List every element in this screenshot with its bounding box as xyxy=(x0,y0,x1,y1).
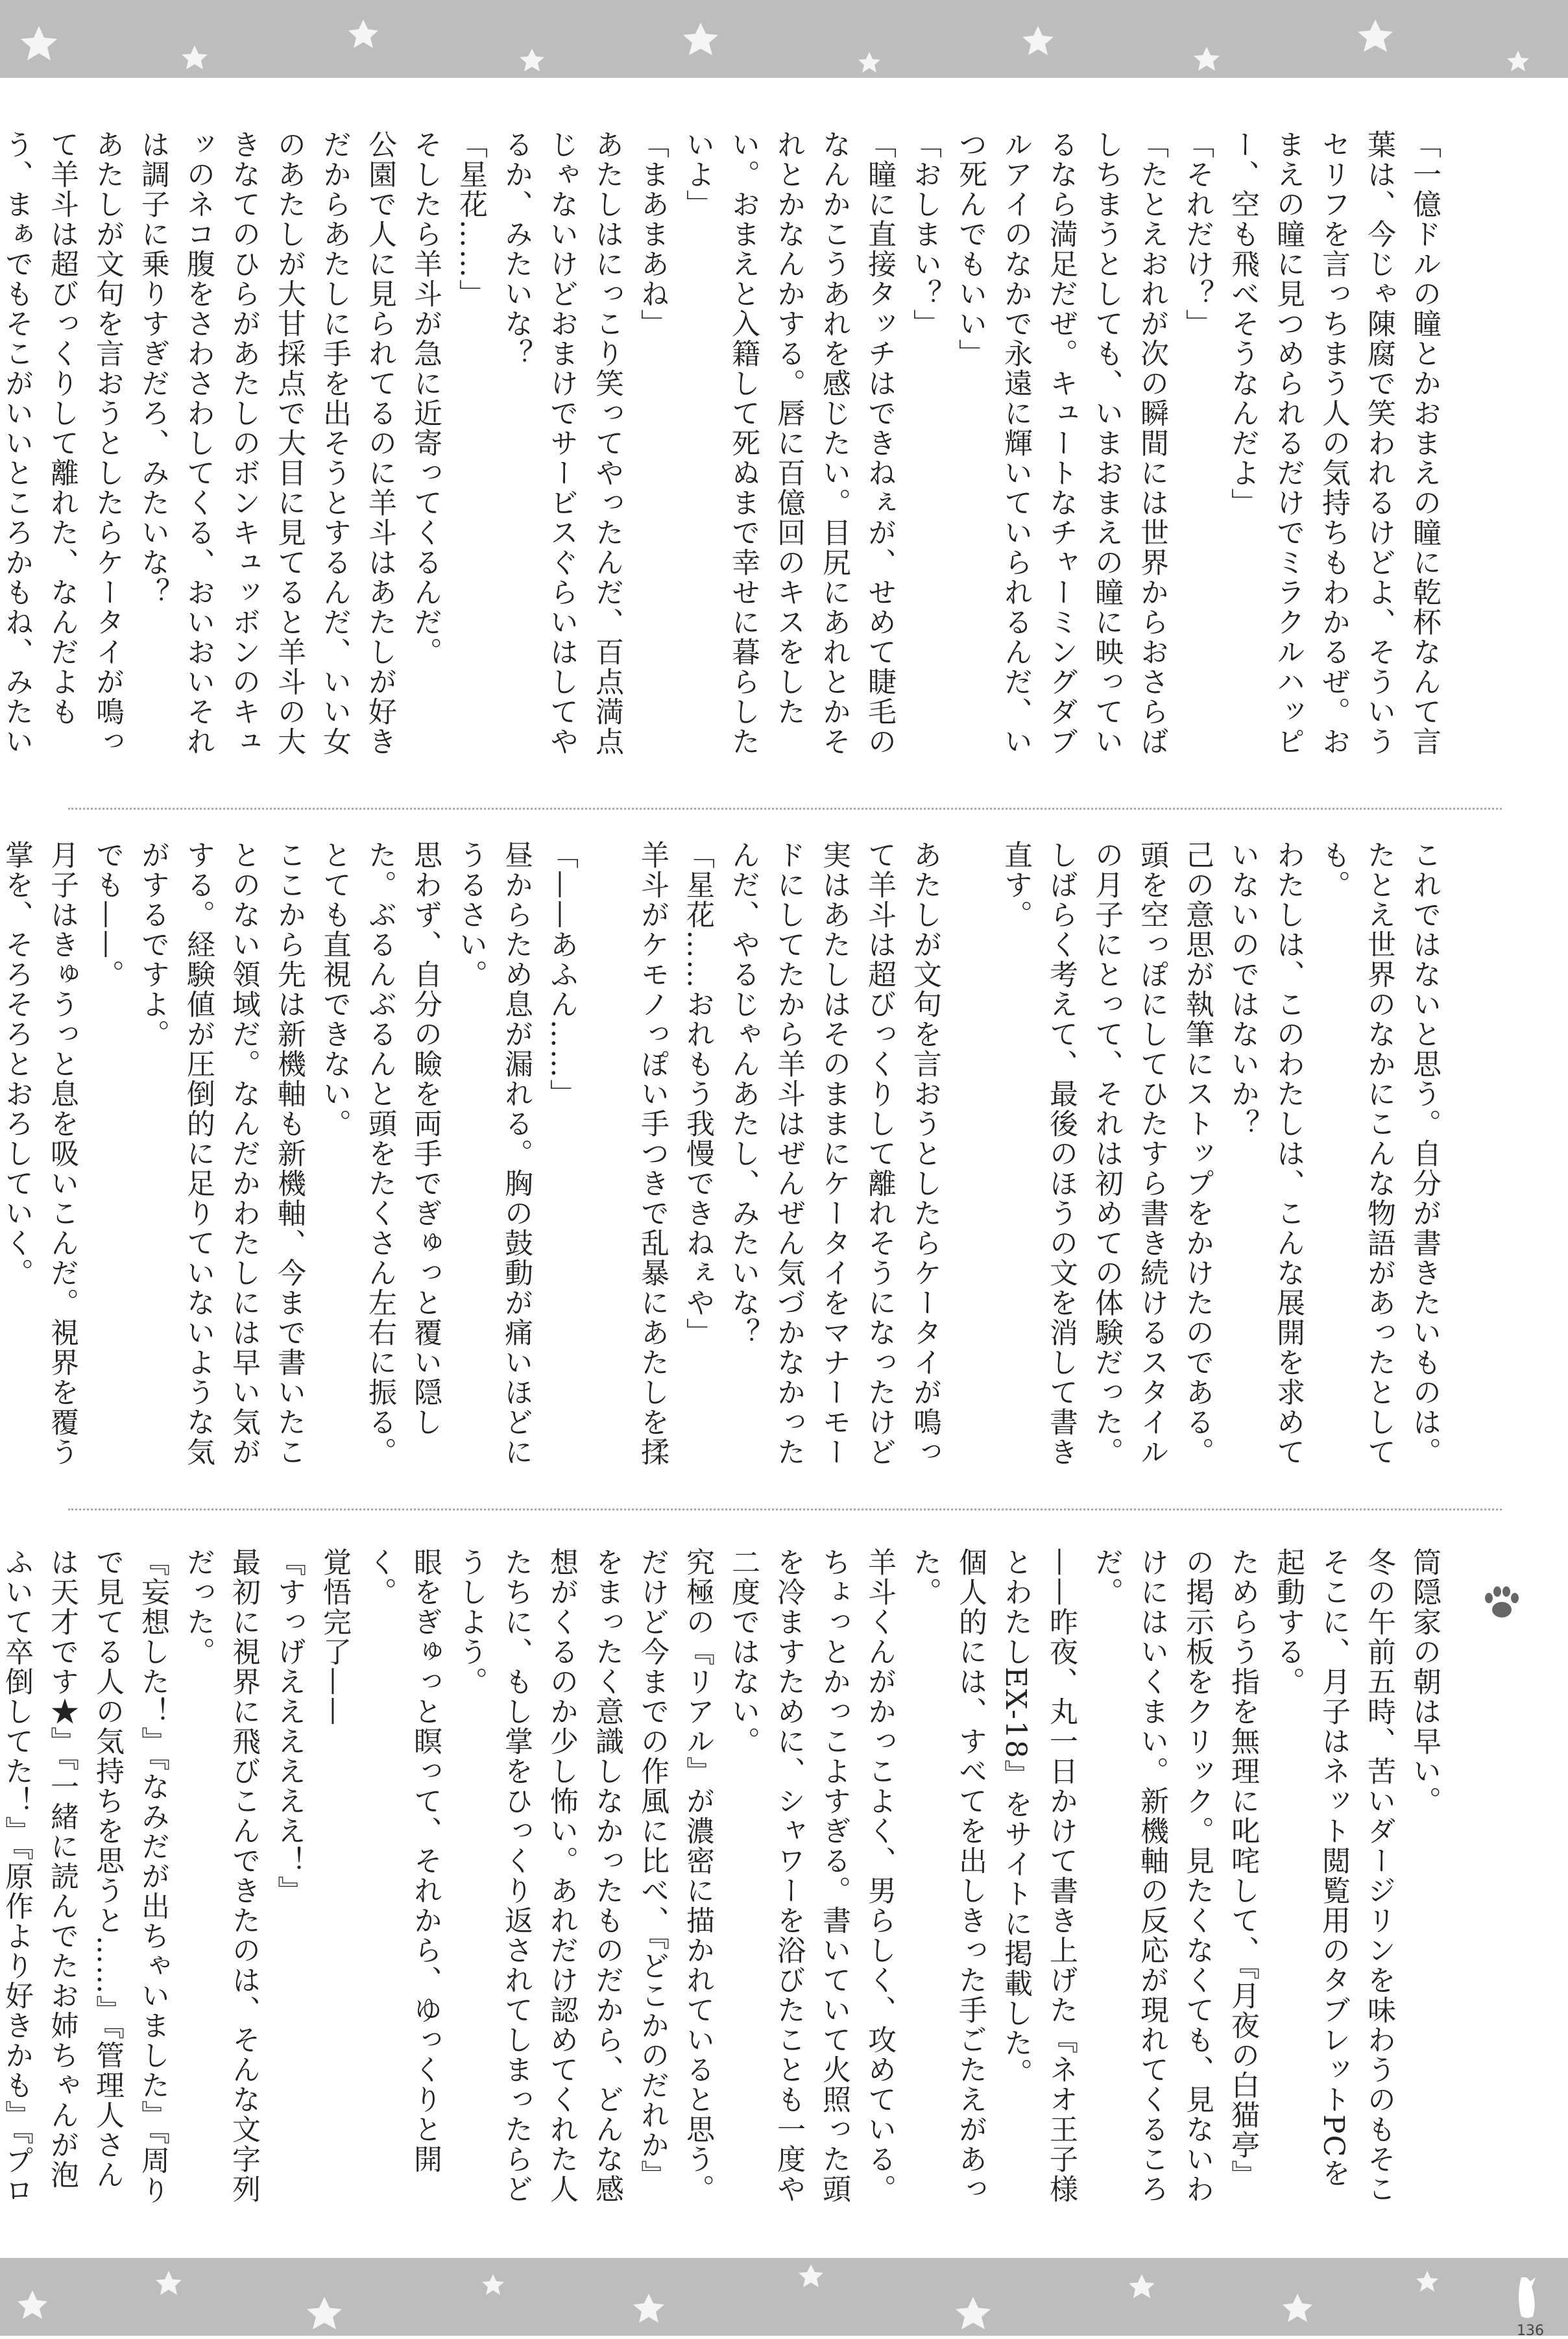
text-section-3 xyxy=(0,1547,1447,2216)
paragraph: ためらう指を無理に叱咤して、『月夜の白猫亭』の掲示板をクリック。見たくなくても、見ないわけにはいくまい。新機軸の反応が現れてくるころだ。 xyxy=(1090,1547,1259,2204)
cat-silhouette-icon xyxy=(1519,2277,1536,2318)
paragraph: 思わず、自分の瞼を両手でぎゅっと覆い隠した。ぶるんぶるんと頭をたくさん左右に振る。とても直視できない。 xyxy=(318,840,442,1467)
paragraph: 冬の午前五時、苦いダージリンを味わうのもそこそこに、月子はネット閲覧用のタブレットPCを起動する。 xyxy=(1272,1547,1395,2204)
paragraph: 月子はきゅうっと息を吸いこんだ。視界を覆う掌を、そろそろとおろしていく。 xyxy=(0,840,78,1467)
paragraph: たとえ世界のなかにこんな物語があったとしても。 xyxy=(1317,840,1395,1467)
paragraph: ——昨夜、丸一日かけて書き上げた『ネオ王子様とわたしEX-18』をサイトに掲載した。 xyxy=(999,1547,1078,2204)
paragraph: 『妄想した！』『なみだが出ちゃいました』『周りで見てる人の気持ちを思うと……』『管理人さんは天才です★』『一緒に読んでたお姉ちゃんが泡ふいて卒倒してた！』『原作より好きかも』『プロ xyxy=(0,1547,169,2205)
paragraph: 「おしまい？」 xyxy=(908,130,941,339)
star-pattern-icon xyxy=(0,0,1568,78)
spacer xyxy=(584,840,629,1496)
top-star-band xyxy=(0,0,1568,78)
paragraph: これではないと思う。自分が書きたいものは。 xyxy=(1408,840,1441,1467)
paragraph: 「それだけ？」 xyxy=(1181,130,1214,339)
paragraph: 己の意思が執筆にストップをかけたのである。頭を空っぽにしてひたすら書き続けるスタイルの月子にとって、それは初めての体験だった。 xyxy=(1090,840,1214,1467)
text-section-2 xyxy=(0,840,1447,1496)
paragraph: 「一億ドルの瞳とかおまえの瞳に乾杯なんて言葉は、今じゃ陳腐で笑われるけどよ、そういうセリフを言っちまう人の気持ちもわかるぜ。おまえの瞳に見つめられるだけでミラクルハッピー、空も飛べそうなんだよ」 xyxy=(1226,130,1441,757)
paragraph: 個人的には、すべてを出しきった手ごたえがあった。 xyxy=(908,1547,987,2204)
text-section-1 xyxy=(0,130,1447,785)
paragraph: 究極の『リアル』が濃密に描かれていると思う。 xyxy=(681,1547,714,2204)
paragraph: でも——。 xyxy=(91,840,124,989)
paragraph: 「たとえおれが次の瞬間には世界からおさらばしちまうとしても、いまおまえの瞳に映っているなら満足だぜ。キュートなチャーミングダブルアイのなかで永遠に輝いていられるんだ、いつ死んでもいい」 xyxy=(954,130,1168,757)
paragraph: 「瞳に直接タッチはできねぇが、せめて睫毛のなんかこうあれを感じたい。目尻にあれとかそれとかなんかする。唇に百億回のキスをしたい。おまえと入籍して死ぬまで幸せに暮らしたいよ」 xyxy=(681,130,896,757)
paragraph: しばらく考えて、最後のほうの文を消して書き直す。 xyxy=(999,840,1078,1467)
paragraph: ここから先は新機軸も新機軸、今まで書いたことのない領域だ。なんだかわたしには早い気がする。経験値が圧倒的に足りていないような気がするですよ。 xyxy=(136,840,306,1467)
paragraph: 「星花……」 xyxy=(454,130,487,309)
star-pattern-icon xyxy=(0,2258,1568,2339)
paragraph: 覚悟完了—— xyxy=(318,1547,351,1727)
section-divider xyxy=(68,1509,1502,1510)
section-divider xyxy=(68,808,1502,810)
paragraph: 最初に視界に飛びこんできたのは、そんな文字列だった。 xyxy=(182,1547,260,2204)
paragraph: 公園で人に見られてるのに羊斗はあたしが好きだからあたしに手を出そうとするんだ、いい女のあたしが大甘採点で大目に見てると羊斗の大きなてのひらがあたしのボンキュッボンのキュッのネコ腹をさわさわしてくる、おいおいそれは調子に乗りすぎだろ、みたいな？ xyxy=(136,130,396,757)
page-number: 136 xyxy=(1517,2323,1544,2339)
paragraph: 眼をぎゅっと瞑って、それから、ゆっくりと開く。 xyxy=(363,1547,442,2174)
paragraph: 「星花……おれもう我慢できねぇや」 xyxy=(681,840,714,1348)
paragraph: 羊斗がケモノっぽい手つきで乱暴にあたしを揉 xyxy=(636,840,669,1467)
paragraph: 『すっげええええええ！』 xyxy=(272,1547,306,1906)
paw-icon xyxy=(1479,1580,1525,1625)
paragraph: あたしが文句を言おうとしたらケータイが鳴って羊斗は超びっくりして離れそうになったけど実はあたしはそのままにケータイをマナーモードにしてたから羊斗はぜんぜん気づかなかったんだ、やるじゃんあたし、みたいな？ xyxy=(727,840,941,1467)
paragraph: 「まあまあね」 xyxy=(636,130,669,339)
paragraph: 羊斗くんがかっこよく、男らしく、攻めている。ちょっとかっこよすぎる。書いていて火照った頭を冷ますために、シャワーを浴びたことも一度や二度ではない。 xyxy=(727,1547,896,2204)
paragraph: あたしはにっこり笑ってやったんだ、百点満点じゃないけどおまけでサービスぐらいはしてやるか、みたいな？ xyxy=(500,130,623,757)
bottom-star-band xyxy=(0,2258,1568,2339)
paragraph: 昼からため息が漏れる。胸の鼓動が痛いほどにうるさい。 xyxy=(454,840,533,1467)
paragraph: だけど今までの作風に比べ、『どこかのだれか』をまったく意識しなかったものだから、どんな感想がくるのか少し怖い。あれだけ認めてくれた人たちに、もし掌をひっくり返されてしまったらどうしよう。 xyxy=(454,1547,669,2204)
paragraph: わたしは、このわたしは、こんな展開を求めていないのではないか？ xyxy=(1226,840,1305,1467)
paragraph: 筒隠家の朝は早い。 xyxy=(1408,1547,1441,1816)
paragraph: 「——あふん……」 xyxy=(545,840,578,1109)
paragraph: そしたら羊斗が急に近寄ってくるんだ。 xyxy=(409,130,442,667)
paragraph: あたしが文句を言おうとしたらケータイが鳴って羊斗は超びっくりして離れた、なんだよもう、まぁでもそこがいいところかもね、みたい xyxy=(0,130,124,757)
spacer xyxy=(947,840,993,1496)
